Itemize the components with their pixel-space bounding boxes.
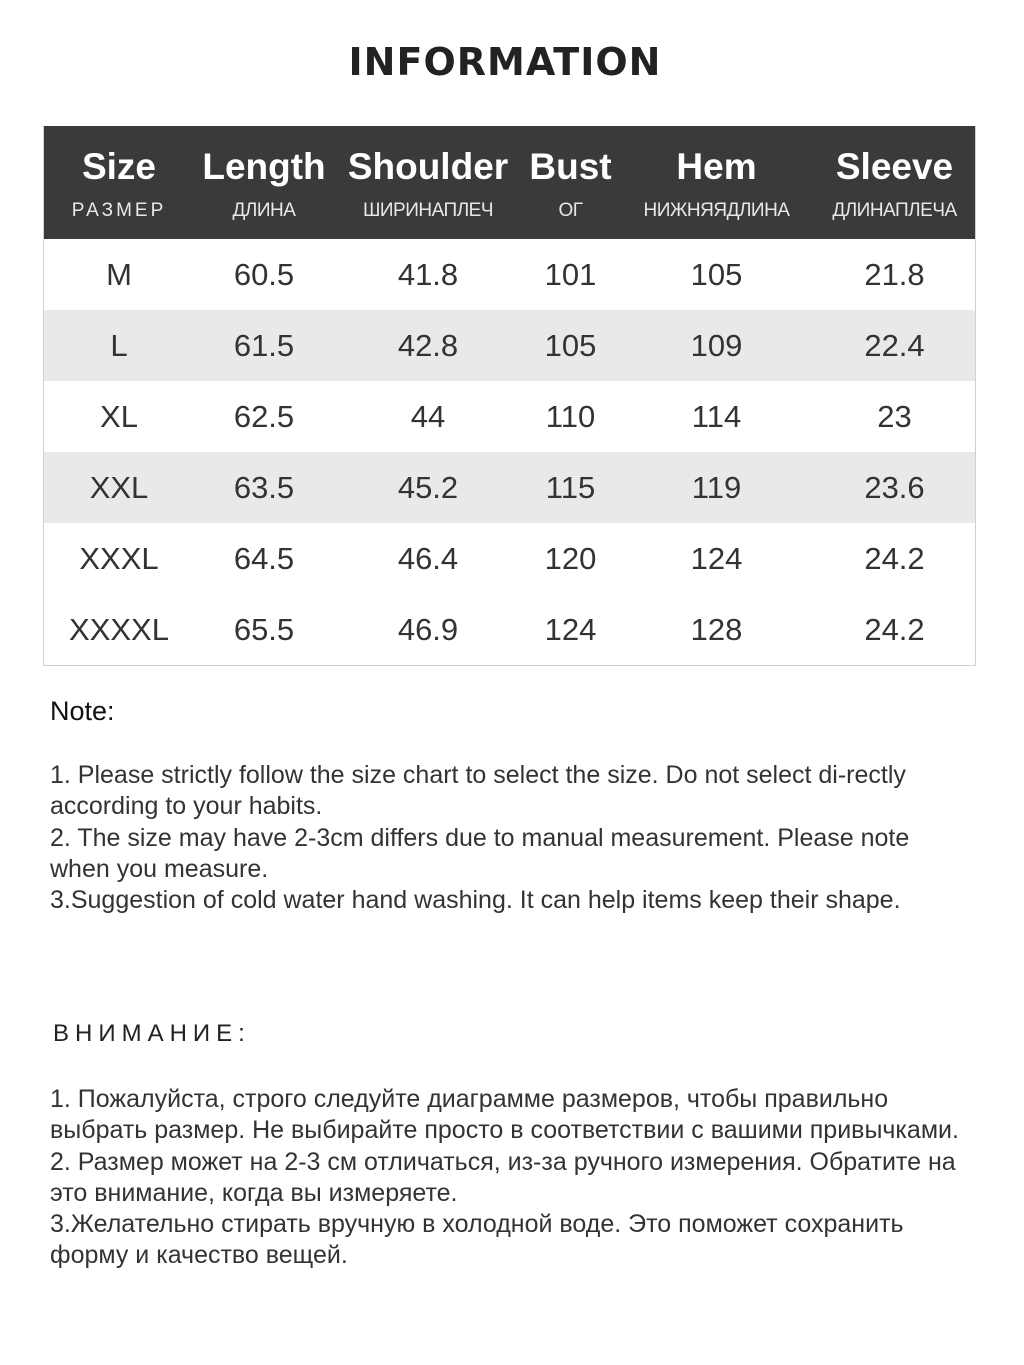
cell-hem: 119: [691, 470, 742, 505]
cell-shoulder: 45.2: [397, 470, 459, 505]
cell-size: XXXL: [79, 541, 159, 576]
cell-bust: 115: [545, 470, 596, 505]
cell-length: 63.5: [233, 470, 295, 505]
cell-shoulder: 44: [410, 399, 446, 434]
cell-sleeve: 22.4: [864, 328, 925, 363]
header-shoulder: [334, 126, 522, 239]
note-text: [50, 760, 960, 916]
page-title: INFORMATION: [348, 40, 662, 84]
cell-sleeve: 23: [877, 399, 912, 434]
note-paragraph: 1. Please strictly follow the size chart to select the size. Do not select di-rectly according to your habits. 2. The size may have 2-3cm differs due to manual measurement. Please note when you measure. 3.Suggestion of cold water hand washing. It can help items keep their shape.: [50, 761, 910, 915]
header-size: [44, 126, 194, 239]
cell-hem: 105: [690, 257, 743, 292]
cell-hem: 124: [690, 541, 743, 576]
header-sleeve: [814, 126, 975, 239]
header-sleeve-label-ru: ДЛИНАПЛЕЧА: [832, 200, 957, 221]
attention-heading: ВНИМАНИЕ:: [53, 1020, 251, 1047]
cell-bust: 105: [544, 328, 597, 363]
table-row: [44, 452, 975, 523]
header-shoulder-label-ru: ШИРИНАПЛЕЧ: [362, 200, 494, 221]
cell-length: 62.5: [233, 399, 295, 434]
table-row: [44, 239, 975, 310]
header-hem: [619, 126, 814, 239]
attention-text: [50, 1084, 960, 1272]
cell-sleeve: 24.2: [864, 541, 925, 576]
cell-sleeve: 23.6: [864, 470, 925, 505]
size-chart-table: [43, 126, 976, 666]
table-row: [44, 310, 975, 381]
cell-bust: 120: [544, 541, 597, 576]
cell-length: 64.5: [233, 541, 295, 576]
table-row: [44, 523, 975, 594]
header-hem-label-ru: НИЖНЯЯДЛИНА: [643, 200, 790, 221]
cell-length: 61.5: [233, 328, 295, 363]
cell-length: 60.5: [233, 257, 295, 292]
header-bust-label: Bust: [529, 146, 612, 187]
header-length-label: Length: [202, 146, 326, 187]
header-shoulder-label: Shoulder: [347, 146, 509, 187]
note-heading: Note:: [50, 696, 115, 726]
cell-sleeve: 21.8: [864, 257, 925, 292]
cell-length: 65.5: [233, 612, 295, 647]
header-bust: [522, 126, 619, 239]
cell-sleeve: 24.2: [864, 612, 925, 647]
cell-hem: 128: [690, 612, 743, 647]
cell-size: XL: [100, 399, 138, 434]
table-row: [44, 594, 975, 665]
cell-size: XXXXL: [69, 612, 169, 647]
cell-size: M: [106, 257, 132, 292]
cell-bust: 101: [544, 257, 597, 292]
header-length: [194, 126, 334, 239]
cell-shoulder: 41.8: [397, 257, 459, 292]
cell-hem: 114: [691, 399, 742, 434]
table-header: [44, 126, 975, 239]
table-row: [44, 381, 975, 452]
cell-bust: 110: [545, 399, 596, 434]
cell-bust: 124: [544, 612, 597, 647]
header-sleeve-label: Sleeve: [835, 146, 954, 187]
cell-shoulder: 46.4: [397, 541, 459, 576]
cell-size: L: [110, 328, 128, 363]
header-size-label-ru: РАЗМЕР: [71, 200, 167, 221]
cell-hem: 109: [690, 328, 743, 363]
header-hem-label: Hem: [676, 146, 757, 187]
header-bust-label-ru: ОГ: [558, 200, 583, 221]
cell-size: XXL: [89, 470, 149, 505]
cell-shoulder: 46.9: [397, 612, 459, 647]
header-size-label: Size: [81, 146, 157, 187]
attention-paragraph: 1. Пожалуйста, строго следуйте диаграмме размеров, чтобы правильно выбрать размер. Не выбирайте просто в соответствии с вашими привычками. 2. Размер может на 2-3 см отличаться, из-за ручного измерения. Обратите на это внимание, когда вы измеряете. 3.Желательно стирать вручную в холодной воде. Это поможет сохранить форму и качество вещей.: [50, 1085, 959, 1270]
header-length-label-ru: ДЛИНА: [232, 200, 296, 221]
cell-shoulder: 42.8: [397, 328, 459, 363]
